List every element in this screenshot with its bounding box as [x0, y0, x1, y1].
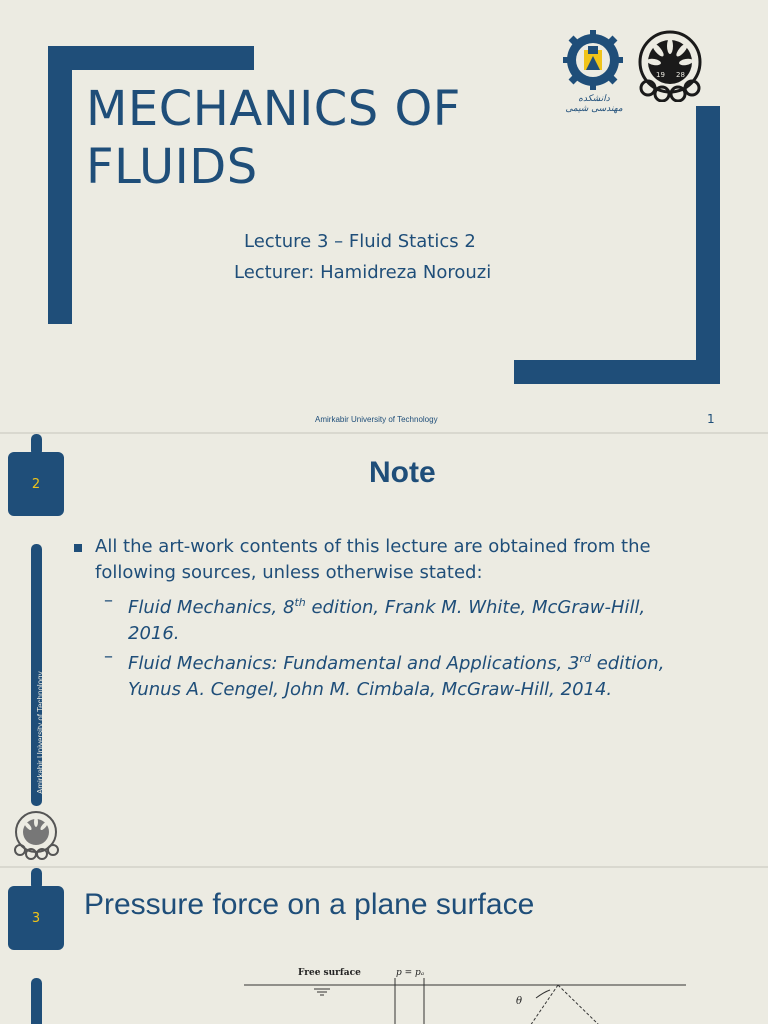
figure-label-theta: θ: [516, 996, 523, 1007]
title-line-1: MECHANICS OF: [86, 81, 461, 137]
frame-bracket-left-vertical: [48, 46, 72, 324]
title-slide: [0, 0, 768, 432]
reference-1-line-2: 2016.: [128, 623, 180, 644]
plane-surface-figure: [240, 966, 690, 1024]
frame-bracket-right-vertical: [696, 106, 720, 384]
frame-bracket-left-horizontal: [48, 46, 254, 70]
department-logo: [560, 28, 626, 112]
university-logo-small: [12, 808, 60, 860]
slide-number-badge: 2: [8, 452, 64, 516]
reference-1: [128, 590, 748, 647]
slide1-page-number: 1: [707, 412, 715, 426]
figure-label-free-surface: Free surface: [298, 968, 361, 978]
note-slide: [0, 434, 768, 866]
figure-label-pressure: p = pₐ: [396, 968, 425, 978]
slide1-footer: Amirkabir University of Technology: [315, 415, 438, 424]
frame-bracket-right-horizontal: [514, 360, 720, 384]
bullet-text-line-1: All the art-work contents of this lecture are obtained from the: [95, 536, 651, 557]
sub-bullet-dash-1: –: [104, 590, 113, 611]
slide-number-badge-3: 3: [8, 886, 64, 950]
slide-title-note: Note: [369, 456, 436, 489]
department-logo-text: دانشکده مهندسی شیمی: [565, 94, 623, 114]
bullet-marker: [74, 544, 82, 552]
presentation-title: [86, 80, 461, 196]
university-logo: [636, 28, 704, 102]
lecturer-name: Lecturer: Hamidreza Norouzi: [234, 262, 492, 283]
university-logo-year-left: 19: [656, 71, 665, 79]
reference-2-line-2: Yunus A. Cengel, John M. Cimbala, McGraw-Hill, 2014.: [128, 679, 613, 700]
university-logo-year-right: 28: [676, 71, 685, 79]
title-line-2: FLUIDS: [86, 139, 258, 195]
sub-bullet-dash-2: –: [104, 646, 113, 667]
lecture-subtitle: Lecture 3 – Fluid Statics 2: [244, 231, 476, 252]
bullet-text-line-2: following sources, unless otherwise stated:: [95, 562, 483, 583]
reference-1-part-b: edition, Frank M. White, McGraw-Hill,: [305, 597, 646, 618]
reference-1-part-a: Fluid Mechanics, 8: [128, 597, 295, 618]
vertical-footer: Amirkabir University of Technology: [36, 671, 45, 794]
reference-2-part-b: edition,: [591, 653, 665, 674]
reference-2-part-a: Fluid Mechanics: Fundamental and Applications, 3: [128, 653, 580, 674]
pressure-force-slide: [0, 868, 768, 1024]
reference-2: [128, 646, 748, 703]
reference-1-sup: th: [294, 596, 306, 609]
slide-title-pressure-force: Pressure force on a plane surface: [84, 888, 535, 921]
bullet-text: [95, 534, 755, 586]
reference-2-sup: rd: [579, 652, 591, 665]
side-rail-3: [31, 978, 42, 1024]
